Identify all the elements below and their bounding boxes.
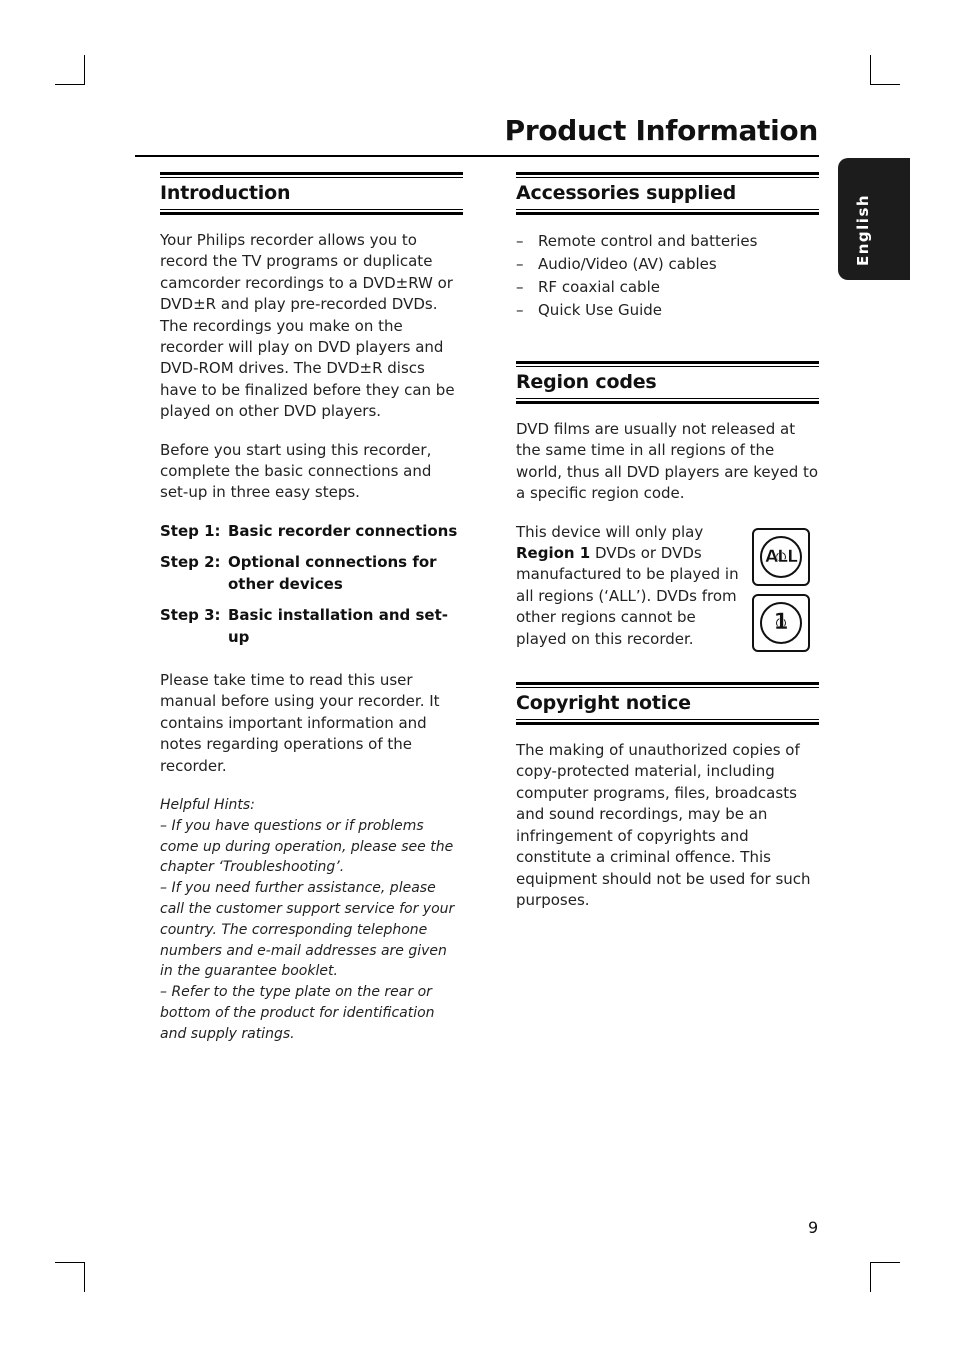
step-number: Step 1: xyxy=(160,521,221,540)
region-1-label: 1 xyxy=(773,609,789,635)
region-1-logo xyxy=(752,594,810,652)
setup-steps xyxy=(160,521,463,648)
step-text: Basic installation and set-up xyxy=(228,606,448,646)
accessory-label: Audio/Video (AV) cables xyxy=(538,255,717,273)
region-paragraph-2 xyxy=(516,522,741,650)
accessories-header xyxy=(516,172,819,215)
accessories-heading: Accessories supplied xyxy=(516,182,737,204)
language-tab-label: English xyxy=(854,193,872,266)
copyright-heading: Copyright notice xyxy=(516,692,691,715)
accessory-label: Remote control and batteries xyxy=(538,232,758,250)
crop-mark-bottom-right-h xyxy=(870,1262,900,1263)
introduction-paragraph-1: Your Philips recorder allows you to record the TV programs or duplicate camcorder recordings to a DVD±RW or DVD±R and play pre-recorded DVDs. The recordings you make on the recorder will play on DVD players and DVD-ROM drives. The DVD±R discs have to be finalized before they can be played on other DVD players. xyxy=(160,231,455,421)
crop-mark-bottom-right-v xyxy=(870,1262,871,1292)
list-dash: – xyxy=(516,278,524,296)
right-column xyxy=(516,172,819,928)
crop-mark-top-left-h xyxy=(55,84,85,85)
step-text: Basic recorder connections xyxy=(228,521,458,540)
list-item xyxy=(516,276,819,299)
hint-item: – If you need further assistance, please call the customer support service for your country. The corresponding telephone numbers and e-mail addresses are given in the guarantee booklet. xyxy=(160,880,455,980)
region-heading: Region codes xyxy=(516,371,657,393)
page-title: Product Information xyxy=(504,114,818,147)
step-number: Step 3: xyxy=(160,606,221,625)
step-item xyxy=(160,605,463,648)
list-item xyxy=(516,253,819,276)
page-number: 9 xyxy=(808,1218,819,1237)
accessory-label: Quick Use Guide xyxy=(538,301,663,319)
introduction-paragraph-3: Please take time to read this user manual before using your recorder. It contains important information and notes regarding operations of the recorder. xyxy=(160,670,440,775)
title-rule xyxy=(135,155,819,157)
region-header xyxy=(516,361,819,404)
copyright-paragraph: The making of unauthorized copies of copy-protected material, including computer programs, files, broadcasts and sound recordings, may be an infringement of copyrights and constitute a criminal offence. This equipment should not be used for such purposes. xyxy=(516,741,811,909)
region-all-label: ALL xyxy=(765,546,797,567)
accessory-label: RF coaxial cable xyxy=(538,278,660,296)
introduction-paragraph-2: Before you start using this recorder, complete the basic connections and set-up in three easy steps. xyxy=(160,440,432,502)
crop-mark-top-left-v xyxy=(84,55,85,85)
left-column xyxy=(160,172,463,1045)
step-text: Optional connections for other devices xyxy=(228,553,437,593)
crop-mark-top-right-v xyxy=(870,55,871,85)
step-number: Step 2: xyxy=(160,553,221,572)
region-text-bold: Region 1 xyxy=(516,544,591,563)
list-dash: – xyxy=(516,232,524,250)
list-item xyxy=(516,230,819,253)
accessories-list xyxy=(516,230,819,322)
crop-mark-top-right-h xyxy=(870,84,900,85)
list-dash: – xyxy=(516,301,524,319)
region-info xyxy=(516,522,819,650)
copyright-header xyxy=(516,682,819,725)
hint-item: – Refer to the type plate on the rear or bottom of the product for identification and supply ratings. xyxy=(160,984,435,1042)
region-text-before: This device will only play xyxy=(516,522,704,541)
hints-title: Helpful Hints: xyxy=(160,796,255,813)
crop-mark-bottom-left-v xyxy=(84,1262,85,1292)
crop-mark-bottom-left-h xyxy=(55,1262,85,1263)
hint-item: – If you have questions or if problems come up during operation, please see the chapter ‘Troubleshooting’. xyxy=(160,817,454,876)
language-tab xyxy=(838,158,910,280)
region-text-after: DVDs or DVDs manufactured to be played in all regions (‘ALL’). DVDs from other regions cannot be played on this recorder. xyxy=(516,544,739,648)
step-item xyxy=(160,521,463,542)
region-all-logo xyxy=(752,528,810,586)
introduction-header xyxy=(160,172,463,215)
list-dash: – xyxy=(516,255,524,273)
list-item xyxy=(516,299,819,322)
step-item xyxy=(160,552,463,595)
helpful-hints xyxy=(160,795,463,1045)
region-paragraph-1: DVD films are usually not released at the same time in all regions of the world, thus all DVD players are keyed to a specific region code. xyxy=(516,420,819,503)
introduction-heading: Introduction xyxy=(160,182,291,204)
